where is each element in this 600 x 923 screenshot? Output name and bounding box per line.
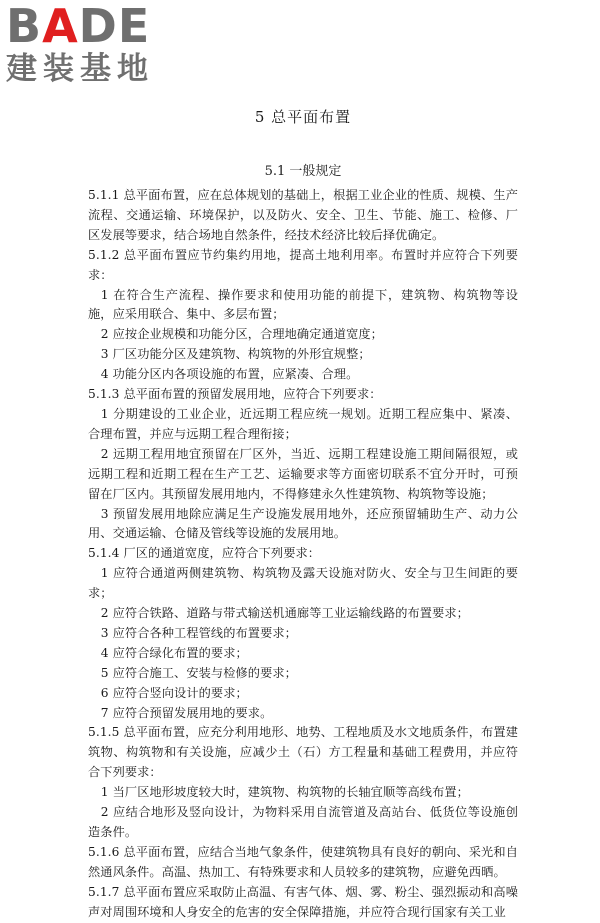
- clause-paragraph: 5.1.3 总平面布置的预留发展用地，应符合下列要求：: [88, 387, 382, 402]
- section-title: 5.1 一般规定: [264, 164, 342, 179]
- logo-letters-de: DE: [78, 0, 151, 53]
- document-body: [88, 186, 518, 923]
- clause-paragraph: 5.1.6 总平面布置，应结合当地气象条件，使建筑物具有良好的朝向、采光和自然通风条件。高温、热加工、有特殊要求和人员较多的建筑物，应避免西晒。: [88, 844, 518, 879]
- clause-paragraph: 5.1.7 总平面布置应采取防止高温、有害气体、烟、雾、粉尘、强烈振动和高噪声对周围环境和人身安全的危害的安全保障措施，并应符合现行国家有关工业: [88, 884, 518, 919]
- clause-paragraph: 5.1.1 总平面布置，应在总体规划的基础上，根据工业企业的性质、规模、生产流程、交通运输、环境保护，以及防火、安全、卫生、节能、施工、检修、厂区发展等要求，结合场地自然条件，经技术经济比较后择优确定。: [88, 188, 518, 242]
- clause-paragraph: 5.1.4 厂区的通道宽度，应符合下列要求：: [88, 546, 321, 561]
- logo-wordmark: [6, 0, 176, 53]
- clause-paragraph: 2 远期工程用地宜预留在厂区外，当近、远期工程建设施工期间隔很短，或远期工程和近期工程在生产工艺、运输要求等方面密切联系不宜分开时，可预留在厂区内。其预留发展用地内，不得修建永久性建筑物、构筑物等设施；: [88, 446, 518, 501]
- logo-subtitle: 建装基地: [6, 51, 154, 87]
- clause-paragraph: 5.1.2 总平面布置应节约集约用地，提高土地利用率。布置时并应符合下列要求：: [88, 247, 518, 282]
- logo-letter-a-accent: A: [42, 0, 79, 53]
- clause-paragraph: 1 分期建设的工业企业，近远期工程应统一规划。近期工程应集中、紧凑、合理布置，并应与远期工程合理衔接；: [88, 406, 518, 441]
- logo-letter-b: B: [6, 0, 43, 53]
- clause-paragraph: 6 应符合竖向设计的要求；: [100, 685, 248, 700]
- clause-paragraph: 2 应符合铁路、道路与带式输送机通廊等工业运输线路的布置要求；: [100, 606, 469, 621]
- clause-paragraph: 1 在符合生产流程、操作要求和使用功能的前提下，建筑物、构筑物等设施，应采用联合、集中、多层布置；: [88, 287, 518, 322]
- clause-paragraph: 3 预留发展用地除应满足生产设施发展用地外，还应预留辅助生产、动力公用、交通运输、仓储及管线等设施的发展用地。: [88, 506, 518, 541]
- clause-paragraph: 4 应符合绿化布置的要求；: [100, 645, 248, 660]
- chapter-title: 5 总平面布置: [254, 108, 352, 126]
- clause-paragraph: 7 应符合预留发展用地的要求。: [100, 705, 273, 720]
- logo: [6, 2, 176, 86]
- clause-paragraph: 2 应按企业规模和功能分区，合理地确定通道宽度；: [100, 327, 383, 342]
- clause-paragraph: 1 当厂区地形坡度较大时，建筑物、构筑物的长轴宜顺等高线布置；: [100, 785, 469, 800]
- clause-paragraph: 3 应符合各种工程管线的布置要求；: [100, 625, 297, 640]
- clause-paragraph: 1 应符合通道两侧建筑物、构筑物及露天设施对防火、安全与卫生间距的要求；: [88, 566, 518, 601]
- clause-paragraph: 3 厂区功能分区及建筑物、构筑物的外形宜规整；: [100, 347, 371, 362]
- clause-paragraph: 5.1.5 总平面布置，应充分利用地形、地势、工程地质及水文地质条件，布置建筑物、构筑物和有关设施，应减少土（石）方工程量和基础工程费用，并应符合下列要求：: [88, 725, 518, 780]
- clause-paragraph: 4 功能分区内各项设施的布置，应紧凑、合理。: [100, 367, 359, 382]
- clause-paragraph: 5 应符合施工、安装与检修的要求；: [100, 665, 297, 680]
- clause-paragraph: 2 应结合地形及竖向设计，为物料采用自流管道及高站台、低货位等设施创造条件。: [88, 805, 518, 839]
